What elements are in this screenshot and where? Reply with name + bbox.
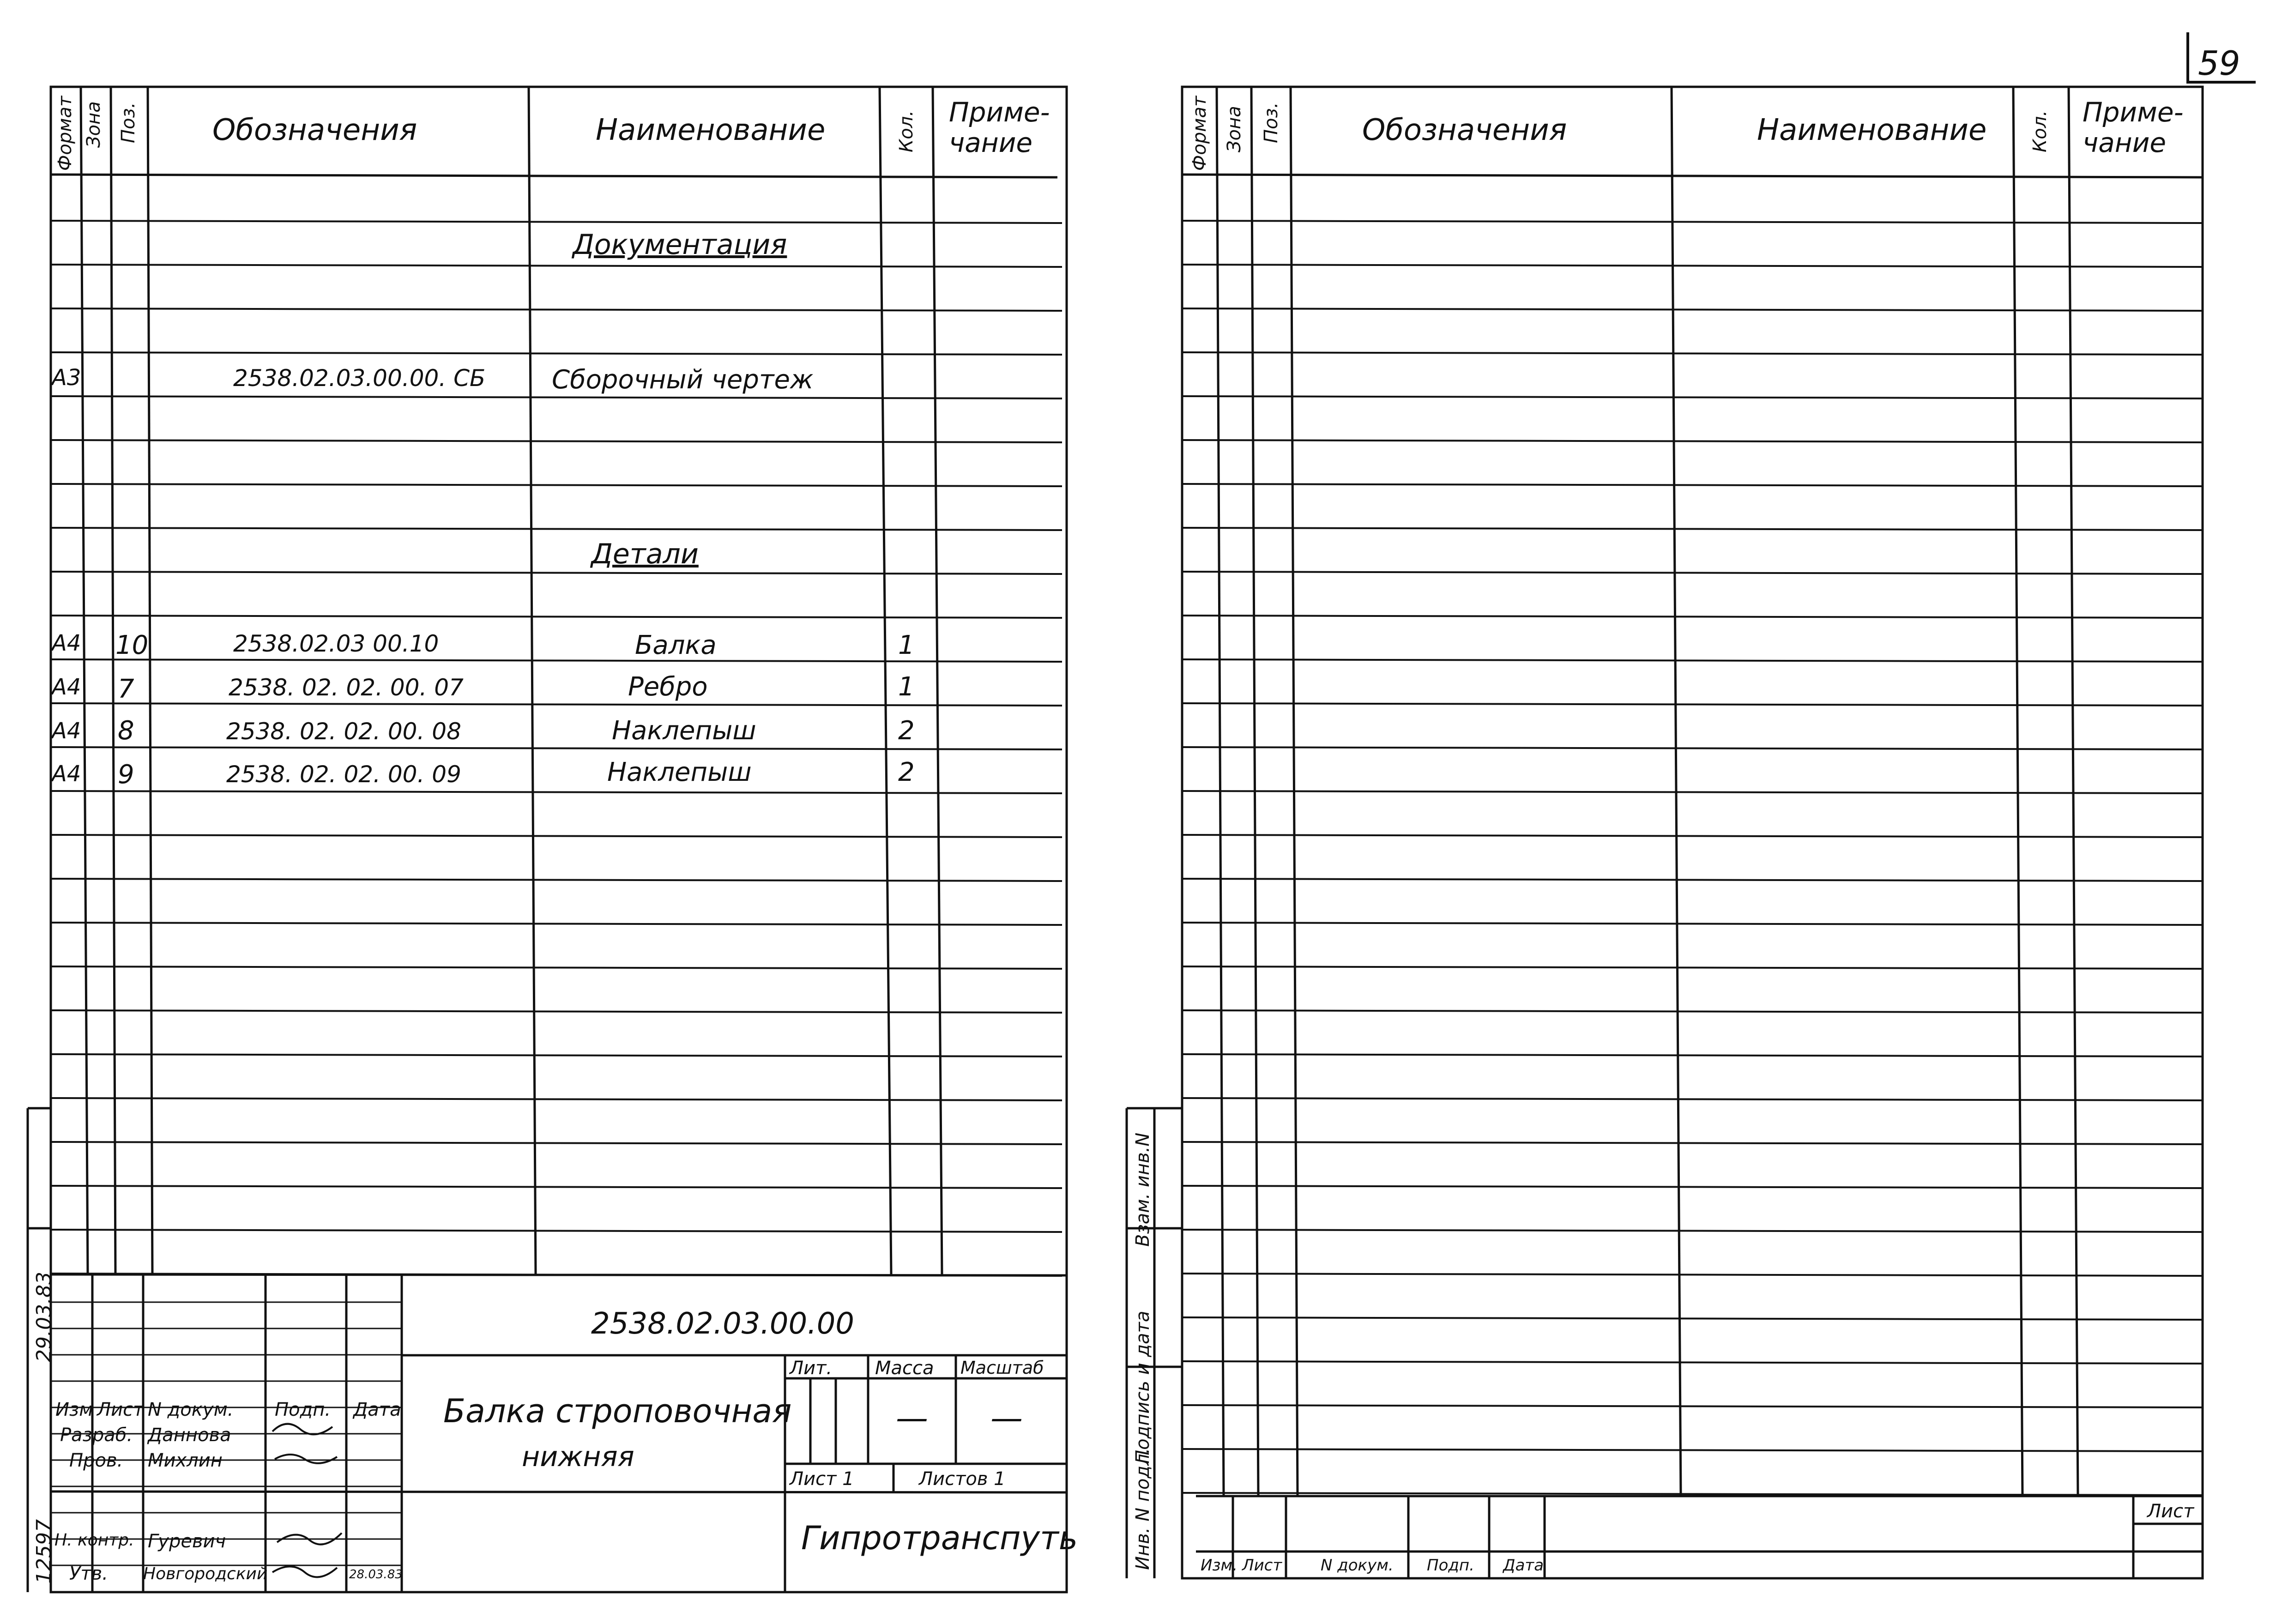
footer-list-right: Лист: [2147, 1501, 2194, 1522]
nkontr-label: Н. контр.: [54, 1531, 134, 1550]
row-designation: 2538.02.03.00.00. СБ: [233, 365, 486, 392]
section-details: Детали: [591, 538, 699, 570]
header-pos: Поз.: [118, 102, 139, 143]
prov-name: Михлин: [148, 1450, 223, 1471]
nkontr-name: Гуревич: [148, 1531, 226, 1552]
row-format: А4: [52, 761, 81, 787]
title-line2: нижняя: [522, 1441, 634, 1473]
header-zone: Зона: [83, 101, 104, 148]
header-name: Наименование: [1757, 113, 1987, 147]
footer-podp: Подп.: [1427, 1556, 1474, 1575]
list-label: Лист 1: [790, 1468, 854, 1490]
col-ndoc: N докум.: [148, 1399, 234, 1420]
row-pos: 7: [118, 674, 134, 704]
header-format: Формат: [54, 96, 76, 171]
utv-label: Утв.: [69, 1563, 108, 1584]
footer-ndoc: N докум.: [1321, 1556, 1394, 1575]
row-pos: 9: [118, 760, 134, 790]
row-designation: 2538. 02. 02. 00. 08: [226, 718, 461, 745]
col-list: Лист: [97, 1399, 144, 1420]
row-name: Ребро: [628, 672, 708, 702]
header-note: Приме- чание: [2083, 97, 2184, 158]
row-designation: 2538.02.03 00.10: [233, 630, 439, 657]
header-designation: Обозначения: [212, 113, 417, 147]
row-name: Наклепыш: [612, 716, 756, 746]
row-pos: 10: [115, 630, 149, 660]
razrab-label: Разраб.: [60, 1425, 133, 1446]
massa-label: Масса: [875, 1358, 934, 1379]
header-designation: Обозначения: [1362, 113, 1567, 147]
row-format: А4: [52, 630, 81, 656]
row-format: А3: [52, 365, 81, 391]
lit-label: Лит.: [790, 1358, 833, 1379]
footer-list: Лист: [1242, 1556, 1282, 1575]
col-izm: Изм: [55, 1399, 93, 1420]
row-pos: 8: [118, 716, 134, 746]
row-designation: 2538. 02. 02. 00. 07: [229, 674, 464, 701]
prov-label: Пров.: [69, 1450, 123, 1471]
title-line1: Балка строповочная: [443, 1392, 792, 1430]
doc-code: 2538.02.03.00.00: [591, 1307, 854, 1341]
header-format: Формат: [1189, 96, 1210, 171]
header-note: Приме- чание: [949, 97, 1050, 158]
row-name: Сборочный чертеж: [552, 365, 814, 395]
header-pos: Поз.: [1261, 102, 1282, 143]
masshtab-label: Масштаб: [960, 1358, 1044, 1378]
row-designation: 2538. 02. 02. 00. 09: [226, 761, 461, 788]
header-qty: Кол.: [896, 110, 917, 152]
row-qty: 1: [898, 630, 915, 660]
listov-label: Листов 1: [919, 1468, 1006, 1490]
row-name: Наклепыш: [607, 757, 752, 787]
massa-value: —: [896, 1399, 928, 1437]
header-qty: Кол.: [2029, 110, 2051, 152]
utv-name: Новгородский: [143, 1564, 268, 1583]
masshtab-value: —: [990, 1399, 1023, 1437]
row-format: А4: [52, 718, 81, 744]
col-data: Дата: [353, 1399, 401, 1420]
section-documentation: Документация: [573, 229, 787, 261]
header-zone: Зона: [1224, 106, 1245, 152]
page-number: 59: [2198, 44, 2240, 83]
row-qty: 2: [898, 757, 915, 787]
page-number-rule: [2186, 32, 2189, 83]
row-format: А4: [52, 674, 81, 700]
row-name: Балка: [635, 630, 717, 660]
side-vzam-inv: Взам. инв.N: [1132, 1132, 1153, 1247]
org-name: Гипротранспуть: [801, 1519, 1078, 1557]
signatures: [268, 1413, 346, 1588]
side-date: 29.03.83: [32, 1272, 56, 1362]
header-name: Наименование: [596, 113, 826, 147]
row-qty: 1: [898, 672, 915, 702]
row-qty: 2: [898, 716, 915, 746]
footer-data: Дата: [1503, 1556, 1544, 1575]
side-podp-data: Подпись и дата: [1132, 1310, 1153, 1464]
side-inv: 12597: [32, 1519, 56, 1584]
razrab-name: Даннова: [148, 1425, 231, 1446]
footer-izm: Изм.: [1201, 1556, 1238, 1575]
col-podp: Подп.: [275, 1399, 331, 1420]
side-inv-podl: Инв. N подл.: [1132, 1448, 1153, 1570]
utv-date: 28.03.83: [349, 1568, 403, 1582]
